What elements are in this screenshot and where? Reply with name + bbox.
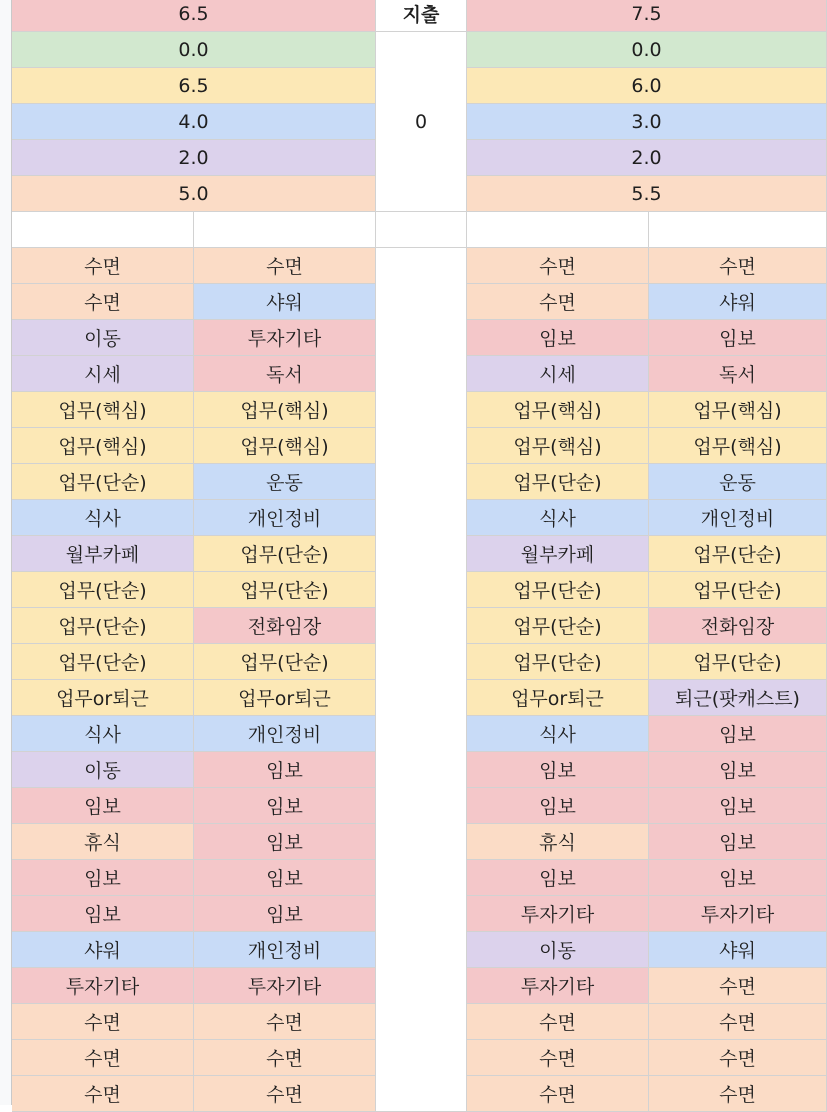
schedule-cell[interactable]: 수면 — [649, 968, 827, 1004]
spacer-cell[interactable] — [376, 248, 467, 284]
schedule-cell[interactable]: 독서 — [194, 356, 376, 392]
schedule-cell[interactable]: 업무(핵심) — [12, 392, 194, 428]
schedule-cell[interactable]: 수면 — [467, 1040, 649, 1076]
schedule-cell[interactable]: 업무(핵심) — [649, 392, 827, 428]
schedule-cell[interactable]: 샤워 — [649, 932, 827, 968]
schedule-cell[interactable]: 수면 — [12, 1004, 194, 1040]
schedule-cell[interactable]: 임보 — [194, 824, 376, 860]
summary-right-value[interactable]: 6.0 — [467, 68, 827, 104]
schedule-cell[interactable]: 식사 — [12, 500, 194, 536]
schedule-cell[interactable]: 수면 — [649, 1004, 827, 1040]
schedule-cell[interactable]: 업무or퇴근 — [194, 680, 376, 716]
schedule-cell[interactable]: 수면 — [194, 1004, 376, 1040]
schedule-cell[interactable]: 임보 — [194, 896, 376, 932]
schedule-cell[interactable]: 수면 — [12, 1076, 194, 1112]
schedule-cell[interactable]: 수면 — [467, 1004, 649, 1040]
schedule-cell[interactable]: 업무(단순) — [467, 464, 649, 500]
summary-left-value[interactable]: 5.0 — [12, 176, 376, 212]
schedule-cell[interactable]: 식사 — [12, 716, 194, 752]
summary-right-value[interactable]: 7.5 — [467, 0, 827, 32]
schedule-cell[interactable]: 업무(핵심) — [649, 428, 827, 464]
spacer-cell[interactable] — [376, 824, 467, 860]
schedule-cell[interactable]: 업무(단순) — [649, 644, 827, 680]
spacer-cell[interactable] — [376, 680, 467, 716]
spacer-cell[interactable] — [376, 608, 467, 644]
spacer-cell[interactable] — [376, 464, 467, 500]
summary-left-value[interactable]: 4.0 — [12, 104, 376, 140]
schedule-cell[interactable]: 운동 — [649, 464, 827, 500]
schedule-cell[interactable]: 업무(단순) — [12, 572, 194, 608]
schedule-cell[interactable]: 월부카페 — [467, 536, 649, 572]
schedule-cell[interactable]: 휴식 — [12, 824, 194, 860]
schedule-cell[interactable]: 임보 — [649, 824, 827, 860]
summary-right-value[interactable]: 3.0 — [467, 104, 827, 140]
schedule-cell[interactable]: 샤워 — [194, 284, 376, 320]
empty-cell[interactable] — [649, 212, 827, 248]
schedule-cell[interactable]: 업무or퇴근 — [12, 680, 194, 716]
spacer-cell[interactable] — [376, 716, 467, 752]
schedule-cell[interactable]: 임보 — [467, 860, 649, 896]
schedule-cell[interactable]: 업무(단순) — [649, 572, 827, 608]
schedule-cell[interactable]: 업무(단순) — [649, 536, 827, 572]
schedule-cell[interactable]: 업무(핵심) — [194, 392, 376, 428]
summary-left-value[interactable]: 2.0 — [12, 140, 376, 176]
schedule-cell[interactable]: 샤워 — [12, 932, 194, 968]
schedule-cell[interactable]: 개인정비 — [194, 716, 376, 752]
schedule-cell[interactable]: 수면 — [12, 284, 194, 320]
schedule-cell[interactable]: 임보 — [194, 860, 376, 896]
summary-right-value[interactable]: 2.0 — [467, 140, 827, 176]
schedule-cell[interactable]: 임보 — [12, 896, 194, 932]
schedule-cell[interactable]: 임보 — [12, 860, 194, 896]
spacer-cell[interactable] — [376, 500, 467, 536]
schedule-cell[interactable]: 임보 — [467, 788, 649, 824]
schedule-cell[interactable]: 투자기타 — [467, 968, 649, 1004]
schedule-cell[interactable]: 업무(핵심) — [467, 392, 649, 428]
empty-cell[interactable] — [194, 212, 376, 248]
schedule-cell[interactable]: 업무(핵심) — [194, 428, 376, 464]
spacer-cell[interactable] — [376, 572, 467, 608]
schedule-cell[interactable]: 임보 — [194, 752, 376, 788]
schedule-cell[interactable]: 업무(단순) — [194, 572, 376, 608]
schedule-cell[interactable]: 투자기타 — [194, 968, 376, 1004]
summary-left-value[interactable]: 6.5 — [12, 0, 376, 32]
schedule-cell[interactable]: 수면 — [467, 248, 649, 284]
schedule-cell[interactable]: 수면 — [12, 248, 194, 284]
schedule-cell[interactable]: 투자기타 — [12, 968, 194, 1004]
spacer-cell[interactable] — [376, 1004, 467, 1040]
schedule-cell[interactable]: 수면 — [467, 1076, 649, 1112]
schedule-cell[interactable]: 업무(단순) — [194, 536, 376, 572]
spacer-cell[interactable] — [376, 968, 467, 1004]
schedule-cell[interactable]: 수면 — [12, 1040, 194, 1076]
schedule-cell[interactable]: 업무(단순) — [12, 464, 194, 500]
schedule-cell[interactable]: 수면 — [194, 1040, 376, 1076]
empty-cell[interactable] — [467, 212, 649, 248]
schedule-cell[interactable]: 개인정비 — [649, 500, 827, 536]
schedule-cell[interactable]: 업무(단순) — [194, 644, 376, 680]
schedule-cell[interactable]: 월부카페 — [12, 536, 194, 572]
spacer-cell[interactable] — [376, 788, 467, 824]
schedule-cell[interactable]: 임보 — [649, 788, 827, 824]
summary-left-value[interactable]: 0.0 — [12, 32, 376, 68]
schedule-cell[interactable]: 전화임장 — [194, 608, 376, 644]
schedule-cell[interactable]: 수면 — [194, 248, 376, 284]
spacer-cell[interactable] — [376, 752, 467, 788]
summary-right-value[interactable]: 0.0 — [467, 32, 827, 68]
empty-cell[interactable] — [12, 212, 194, 248]
schedule-cell[interactable]: 임보 — [649, 716, 827, 752]
spacer-cell[interactable] — [376, 428, 467, 464]
schedule-cell[interactable]: 수면 — [467, 284, 649, 320]
schedule-cell[interactable]: 수면 — [649, 1076, 827, 1112]
spacer-cell[interactable] — [376, 1076, 467, 1112]
schedule-cell[interactable]: 임보 — [467, 320, 649, 356]
schedule-cell[interactable]: 개인정비 — [194, 932, 376, 968]
schedule-cell[interactable]: 임보 — [194, 788, 376, 824]
schedule-cell[interactable]: 업무(핵심) — [12, 428, 194, 464]
schedule-cell[interactable]: 임보 — [12, 788, 194, 824]
schedule-cell[interactable]: 투자기타 — [649, 896, 827, 932]
schedule-cell[interactable]: 업무(단순) — [12, 608, 194, 644]
spacer-cell[interactable] — [376, 860, 467, 896]
schedule-cell[interactable]: 투자기타 — [194, 320, 376, 356]
schedule-cell[interactable]: 퇴근(팟캐스트) — [649, 680, 827, 716]
schedule-cell[interactable]: 업무(단순) — [467, 608, 649, 644]
summary-left-value[interactable]: 6.5 — [12, 68, 376, 104]
schedule-cell[interactable]: 독서 — [649, 356, 827, 392]
expense-label[interactable]: 지출 — [376, 0, 467, 32]
spacer-cell[interactable] — [376, 896, 467, 932]
schedule-cell[interactable]: 업무or퇴근 — [467, 680, 649, 716]
schedule-cell[interactable]: 업무(단순) — [12, 644, 194, 680]
spacer-cell[interactable] — [376, 392, 467, 428]
schedule-cell[interactable]: 시세 — [12, 356, 194, 392]
schedule-cell[interactable]: 이동 — [12, 752, 194, 788]
schedule-cell[interactable]: 개인정비 — [194, 500, 376, 536]
schedule-cell[interactable]: 수면 — [194, 1076, 376, 1112]
spacer-cell[interactable] — [376, 320, 467, 356]
schedule-cell[interactable]: 업무(단순) — [467, 572, 649, 608]
summary-right-value[interactable]: 5.5 — [467, 176, 827, 212]
spacer-cell[interactable] — [376, 1040, 467, 1076]
schedule-cell[interactable]: 휴식 — [467, 824, 649, 860]
schedule-cell[interactable]: 임보 — [649, 320, 827, 356]
schedule-cell[interactable]: 투자기타 — [467, 896, 649, 932]
schedule-cell[interactable]: 임보 — [649, 860, 827, 896]
schedule-cell[interactable]: 수면 — [649, 1040, 827, 1076]
empty-cell[interactable] — [376, 212, 467, 248]
schedule-cell[interactable]: 시세 — [467, 356, 649, 392]
schedule-cell[interactable]: 이동 — [12, 320, 194, 356]
schedule-cell[interactable]: 식사 — [467, 500, 649, 536]
schedule-cell[interactable]: 임보 — [467, 752, 649, 788]
schedule-cell[interactable]: 임보 — [649, 752, 827, 788]
expense-value[interactable]: 0 — [376, 32, 467, 212]
spacer-cell[interactable] — [376, 356, 467, 392]
spacer-cell[interactable] — [376, 284, 467, 320]
schedule-cell[interactable]: 운동 — [194, 464, 376, 500]
schedule-cell[interactable]: 식사 — [467, 716, 649, 752]
spacer-cell[interactable] — [376, 644, 467, 680]
spacer-cell[interactable] — [376, 536, 467, 572]
schedule-cell[interactable]: 샤워 — [649, 284, 827, 320]
schedule-cell[interactable]: 업무(핵심) — [467, 428, 649, 464]
schedule-cell[interactable]: 이동 — [467, 932, 649, 968]
schedule-cell[interactable]: 전화임장 — [649, 608, 827, 644]
spacer-cell[interactable] — [376, 932, 467, 968]
schedule-cell[interactable]: 수면 — [649, 248, 827, 284]
schedule-cell[interactable]: 업무(단순) — [467, 644, 649, 680]
